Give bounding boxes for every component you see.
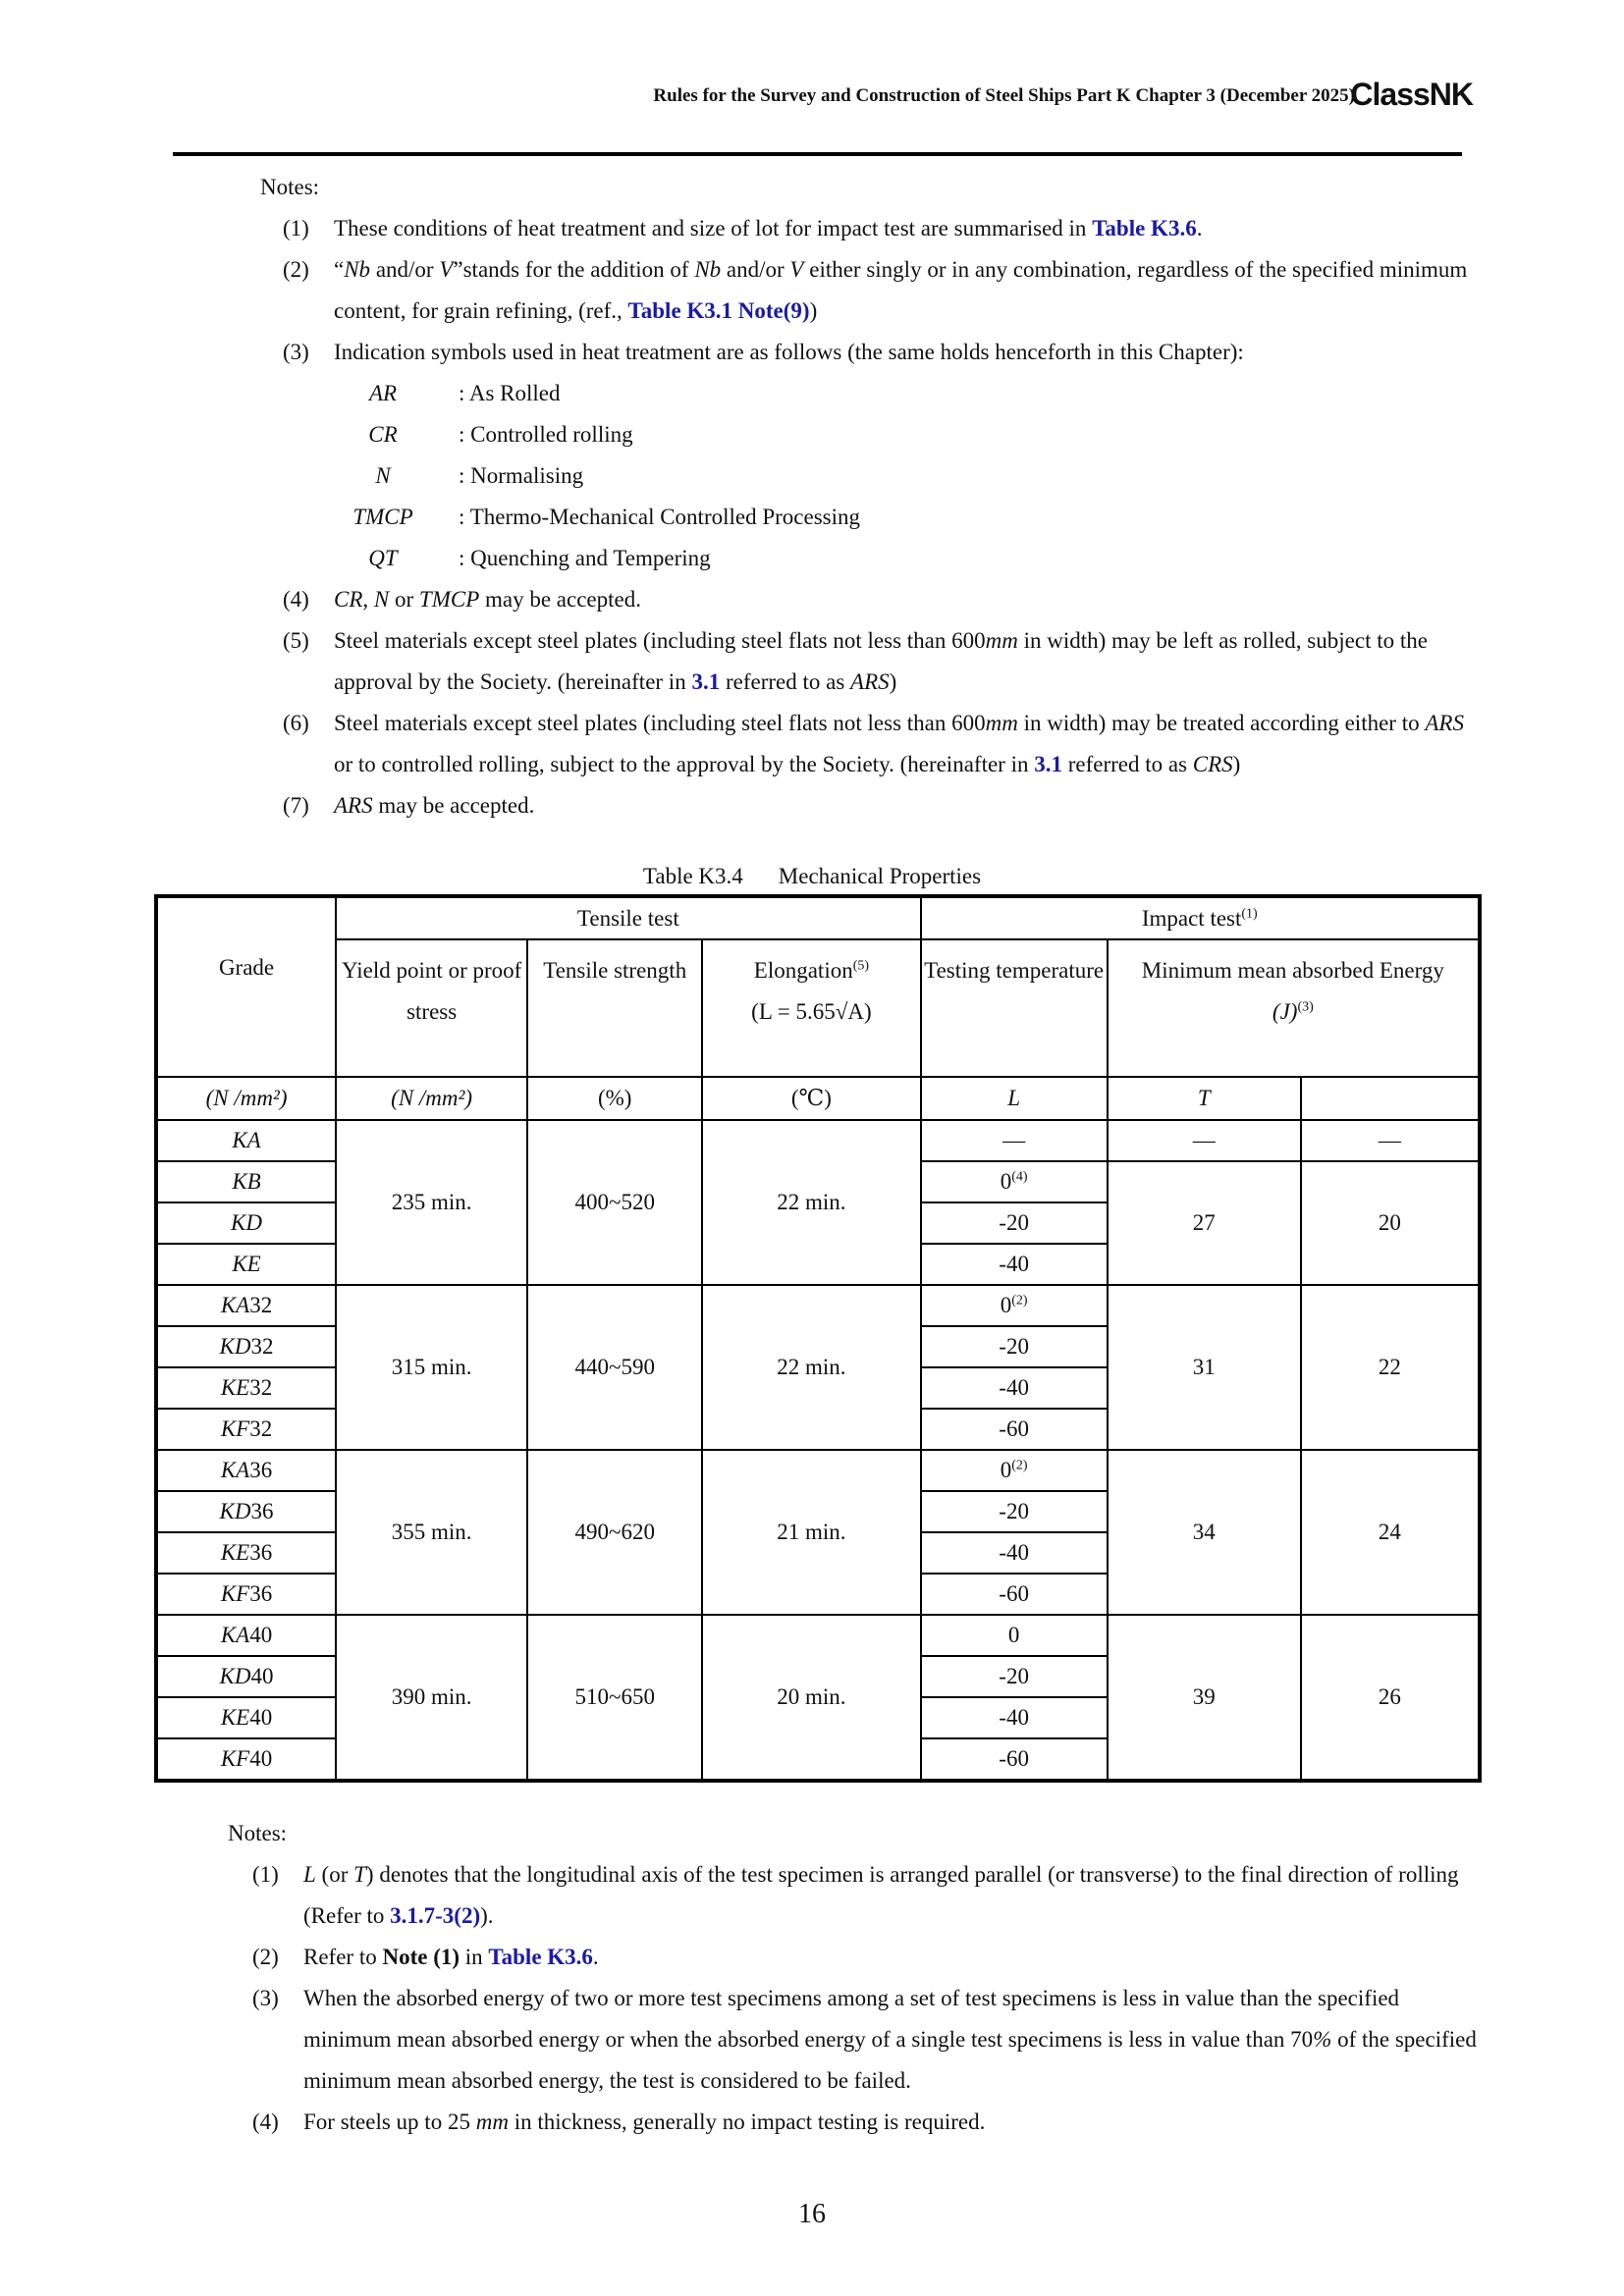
header-rule	[173, 152, 1462, 156]
energy-T-cell: 22	[1301, 1285, 1480, 1450]
grade-cell: KE40	[156, 1697, 336, 1738]
grade-cell: KB	[156, 1161, 336, 1202]
header-elongation: Elongation$^{(5)}$ (L = 5.65√A)	[702, 939, 920, 1077]
link-table-k3-1-note9[interactable]: Table K3.1 Note(9)	[627, 298, 810, 323]
unit-elongation: (%)	[527, 1077, 702, 1120]
energy-L-cell: —	[1108, 1120, 1301, 1161]
note-2: (2) “Nb and/or V”stands for the addition of Nb and/or V either singly or in any combination, regardless of the specified minimum content, for grain refining, (ref., Table K3.1 Note(9))	[283, 257, 1468, 323]
tensile-cell: 490~620	[527, 1450, 702, 1615]
grade-cell: KF36	[156, 1574, 336, 1615]
page-header	[0, 77, 1473, 116]
notes-bottom	[228, 1813, 1485, 2143]
table-title: Mechanical Properties	[778, 864, 982, 888]
temp-cell: 0$^{(2)}$	[921, 1285, 1108, 1326]
temp-cell: -40	[921, 1532, 1108, 1574]
note-3: (3) Indication symbols used in heat treatment are as follows (the same holds henceforth in this Chapter):	[283, 340, 1244, 364]
temp-cell: -60	[921, 1738, 1108, 1781]
header-tensile-strength: Tensile strength	[527, 939, 702, 1077]
elongation-cell: 22 min.	[702, 1285, 920, 1450]
mechanical-properties-table	[154, 894, 1482, 1783]
energy-T-cell: 26	[1301, 1615, 1480, 1781]
temp-cell: 0	[921, 1615, 1108, 1656]
grade-cell: KE	[156, 1244, 336, 1285]
elongation-cell: 20 min.	[702, 1615, 920, 1781]
grade-cell: KA32	[156, 1285, 336, 1326]
link-3-1-7-3-2[interactable]: 3.1.7-3(2)	[390, 1903, 481, 1928]
unit-T: T	[1108, 1077, 1301, 1120]
temp-cell: -20	[921, 1202, 1108, 1244]
grade-cell: KD	[156, 1202, 336, 1244]
energy-L-cell: 31	[1108, 1285, 1301, 1450]
link-table-k3-6[interactable]: Table K3.6	[1092, 216, 1197, 240]
elongation-cell: 22 min.	[702, 1120, 920, 1285]
unit-yield: (N /mm²)	[156, 1077, 336, 1120]
elongation-cell: 21 min.	[702, 1450, 920, 1615]
grade-cell: KD32	[156, 1326, 336, 1367]
energy-T-cell: 20	[1301, 1161, 1480, 1285]
link-table-k3-6[interactable]: Table K3.6	[488, 1945, 593, 1969]
unit-temperature: (℃)	[702, 1077, 920, 1120]
header-min-energy: Minimum mean absorbed Energy $(J)^{(3)}$	[1108, 939, 1480, 1077]
note-1: (1) These conditions of heat treatment and size of lot for impact test are summarised in Table K3.6.	[283, 216, 1203, 240]
temp-cell: -20	[921, 1656, 1108, 1697]
grade-cell: KD36	[156, 1491, 336, 1532]
energy-L-cell: 34	[1108, 1450, 1301, 1615]
yield-cell: 355 min.	[336, 1450, 527, 1615]
temp-cell: 0$^{(4)}$	[921, 1161, 1108, 1202]
temp-cell: -40	[921, 1697, 1108, 1738]
tensile-cell: 510~650	[527, 1615, 702, 1781]
note-5: (5) Steel materials except steel plates (including steel flats not less than 600mm in width) may be left as rolled, subject to the approval by the Society. (hereinafter in 3.1 referred to as ARS)	[283, 628, 1428, 694]
temp-cell: -40	[921, 1367, 1108, 1409]
energy-T-cell: —	[1301, 1120, 1480, 1161]
page-number: 16	[798, 2199, 826, 2229]
temp-cell: -60	[921, 1409, 1108, 1450]
notes-top	[260, 167, 1468, 827]
table-note-2: (2) Refer to Note (1) in Table K3.6.	[252, 1945, 599, 1969]
symbol-row: AR : As Rolled	[368, 381, 561, 405]
table-note-4: (4) For steels up to 25 mm in thickness, generally no impact testing is required.	[252, 2109, 986, 2134]
notes-title: Notes:	[228, 1821, 288, 1845]
header-grade: Grade	[156, 896, 336, 1077]
temp-cell: —	[921, 1120, 1108, 1161]
note-6: (6) Steel materials except steel plates (including steel flats not less than 600mm in width) may be treated according either to ARS or to controlled rolling, subject to the approval by the Society. (hereinafter in 3.1 referred to as CRS)	[283, 711, 1464, 776]
grade-cell: KF40	[156, 1738, 336, 1781]
temp-cell: 0$^{(2)}$	[921, 1450, 1108, 1491]
grade-cell: KE32	[156, 1367, 336, 1409]
header-impact-test: Impact test$^{(1)}$	[921, 896, 1480, 939]
table-note-1: (1) L (or T) denotes that the longitudinal axis of the test specimen is arranged parallel (or transverse) to the final direction of rolling (Refer to 3.1.7-3(2)).	[252, 1862, 1459, 1928]
energy-L-cell: 27	[1108, 1161, 1301, 1285]
link-3-1[interactable]: 3.1	[691, 669, 721, 694]
yield-cell: 315 min.	[336, 1285, 527, 1450]
tensile-cell: 440~590	[527, 1285, 702, 1450]
temp-cell: -20	[921, 1326, 1108, 1367]
grade-cell: KA40	[156, 1615, 336, 1656]
classnk-logo: ClassNK	[1350, 77, 1473, 112]
grade-cell: KD40	[156, 1656, 336, 1697]
table-number: Table K3.4	[642, 864, 743, 888]
unit-tensile: (N /mm²)	[336, 1077, 527, 1120]
notes-title: Notes:	[260, 175, 320, 199]
yield-cell: 390 min.	[336, 1615, 527, 1781]
symbol-row: QT : Quenching and Tempering	[368, 546, 711, 570]
grade-cell: KA	[156, 1120, 336, 1161]
header-title: Rules for the Survey and Construction of Steel Ships Part K Chapter 3 (December 2025)	[653, 85, 1355, 106]
table-caption	[0, 864, 1624, 889]
yield-cell: 235 min.	[336, 1120, 527, 1285]
energy-T-cell: 24	[1301, 1450, 1480, 1615]
temp-cell: -60	[921, 1574, 1108, 1615]
symbol-row: CR : Controlled rolling	[368, 422, 633, 447]
link-3-1[interactable]: 3.1	[1034, 752, 1062, 776]
table-note-3: (3) When the absorbed energy of two or more test specimens among a set of test specimens is less in value than the specified minimum mean absorbed energy or when the absorbed energy of a single test specimens is less in value than 70% of the specified minimum mean absorbed energy, the test is considered to be failed.	[252, 1986, 1477, 2093]
symbol-row: N : Normalising	[375, 463, 584, 488]
header-testing-temperature: Testing temperature	[921, 939, 1108, 1077]
header-tensile-test: Tensile test	[336, 896, 921, 939]
grade-cell: KA36	[156, 1450, 336, 1491]
energy-L-cell: 39	[1108, 1615, 1301, 1781]
symbol-row: TMCP : Thermo-Mechanical Controlled Processing	[352, 505, 861, 529]
header-yield: Yield point or proof stress	[336, 939, 527, 1077]
grade-cell: KF32	[156, 1409, 336, 1450]
note-7: (7) ARS may be accepted.	[283, 793, 535, 818]
unit-L: L	[921, 1077, 1108, 1120]
temp-cell: -20	[921, 1491, 1108, 1532]
grade-cell: KE36	[156, 1532, 336, 1574]
temp-cell: -40	[921, 1244, 1108, 1285]
note-4: (4) CR, N or TMCP may be accepted.	[283, 587, 641, 612]
tensile-cell: 400~520	[527, 1120, 702, 1285]
